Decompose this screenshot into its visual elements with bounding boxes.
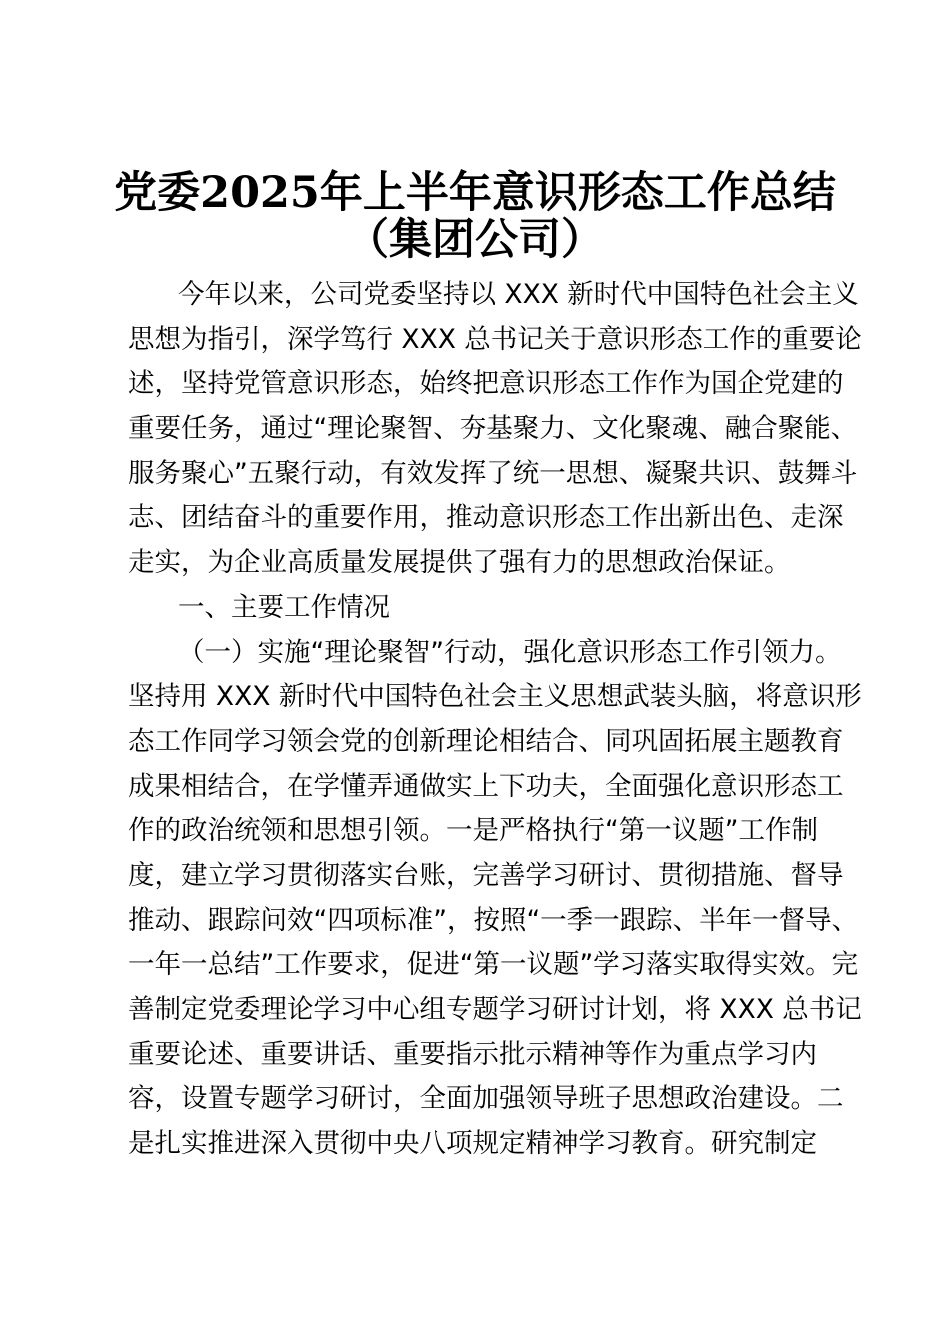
paragraph-line: 容，设置专题学习研讨，全面加强领导班子思想政治建设。二 xyxy=(128,1083,844,1115)
document-subtitle: （集团公司） xyxy=(346,215,604,265)
paragraph-line: 重要任务，通过“理论聚智、夯基聚力、文化聚魂、融合聚能、 xyxy=(128,413,858,445)
paragraph-line: 今年以来，公司党委坚持以 XXX 新时代中国特色社会主义 xyxy=(178,279,859,310)
paragraph-line: 度，建立学习贯彻落实台账，完善学习研讨、贯彻措施、督导 xyxy=(128,859,844,891)
paragraph-line: 坚持用 XXX 新时代中国特色社会主义思想武装头脑，将意识形 xyxy=(128,681,862,713)
paragraph-line: 态工作同学习领会党的创新理论相结合、同巩固拓展主题教育 xyxy=(128,725,844,757)
subsection-heading: （一）实施“理论聚智”行动，强化意识形态工作引领力。 xyxy=(178,636,842,668)
paragraph-line: 思想为指引，深学笃行 XXX 总书记关于意识形态工作的重要论 xyxy=(128,323,862,355)
paragraph-line: 善制定党委理论学习中心组专题学习研讨计划，将 XXX 总书记 xyxy=(128,994,862,1025)
paragraph-line: 志、团结奋斗的重要作用，推动意识形态工作出新出色、走深 xyxy=(128,502,844,534)
paragraph-line: 成果相结合，在学懂弄通做实上下功夫，全面强化意识形态工 xyxy=(128,770,844,802)
paragraph-line: 是扎实推进深入贯彻中央八项规定精神学习教育。研究制定 xyxy=(128,1128,817,1160)
paragraph-line: 推动、跟踪问效“四项标准”，按照“一季一跟踪、半年一督导、 xyxy=(128,904,859,936)
document-body xyxy=(128,273,862,1167)
paragraph-line: 服务聚心”五聚行动，有效发挥了统一思想、凝聚共识、鼓舞斗 xyxy=(128,457,858,489)
paragraph-line: 重要论述、重要讲话、重要指示批示精神等作为重点学习内 xyxy=(128,1038,817,1070)
paragraph-line: 一年一总结”工作要求，促进“第一议题”学习落实取得实效。完 xyxy=(128,949,859,981)
document-title: 党委2025年上半年意识形态工作总结 xyxy=(114,168,836,218)
paragraph-line: 作的政治统领和思想引领。一是严格执行“第一议题”工作制 xyxy=(128,815,818,847)
paragraph-line: 走实，为企业高质量发展提供了强有力的思想政治保证。 xyxy=(128,547,791,579)
section-heading: 一、主要工作情况 xyxy=(178,591,390,623)
paragraph-line: 述，坚持党管意识形态，始终把意识形态工作作为国企党建的 xyxy=(128,368,844,400)
